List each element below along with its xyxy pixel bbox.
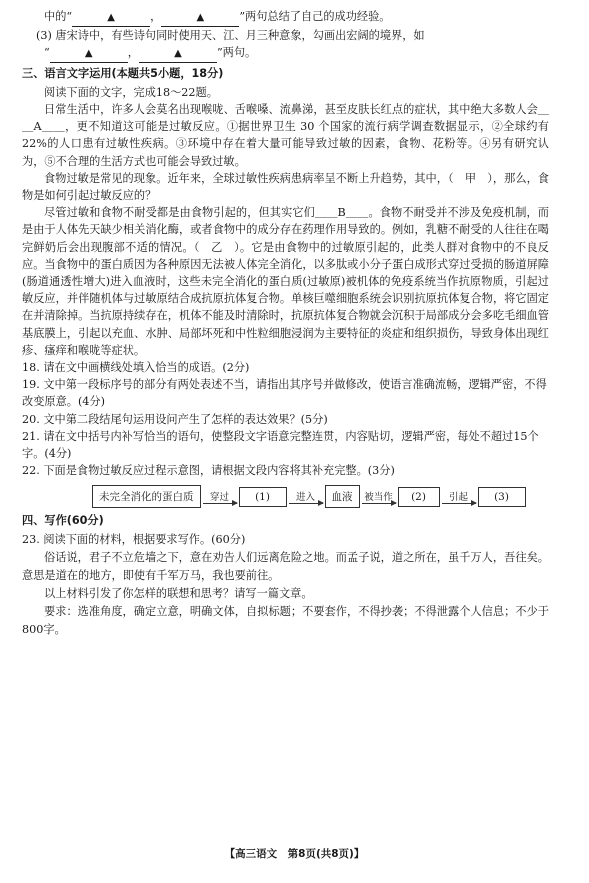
reading-intro: 阅读下面的文字，完成18～22题。 (44, 86, 218, 99)
line1-pre: 中的“ (44, 10, 73, 23)
poem-blank-line-1 (22, 8, 549, 27)
writing-prompt: 以上材料引发了你怎样的联想和思考？请写一篇文章。 (44, 586, 313, 600)
material-text: 俗话说，君子不立危墙之下，意在劝告人们远离危险之地。而孟子说，道之所在，虽千万人，吾往矣。意思是道在的地方，即使有千军万马，我也要前往。 (22, 550, 549, 582)
q3-tail-pre: “ (44, 46, 50, 59)
flow-slot-3[interactable]: (3) (478, 487, 526, 507)
arrow-right-icon (289, 503, 323, 504)
flow-blood-box: 血液 (325, 485, 360, 508)
question-23: 23. 阅读下面的材料，根据要求写作。(60分) (22, 533, 246, 547)
q3-tail-mid: ， (127, 46, 139, 59)
writing-requirements: 要求：选准角度，确定立意，明确文体，自拟标题；不要套作，不得抄袭；不得泄露个人信息；不少于800字。 (22, 604, 549, 636)
writing-question (22, 531, 549, 548)
question-19: 19. 文中第一段标序号的部分有两处表述不当，请指出其序号并做修改，使语言准确流畅，逻辑严密，不得改变原意。(4分) (22, 378, 547, 409)
triangle-icon: ▲ (196, 12, 205, 23)
flow-arrow-label: 穿过 (209, 492, 229, 504)
question-22: 22. 下面是食物过敏反应过程示意图，请根据文段内容将其补充完整。(3分) (22, 464, 395, 478)
section-4-heading: 四、写作(60分) (22, 514, 104, 528)
section-3-heading: 三、语言文字运用(本题共5小题，18分) (22, 67, 224, 80)
flow-slot-1[interactable]: (1) (239, 487, 287, 507)
flow-arrow-4 (442, 489, 476, 504)
triangle-icon: ▲ (107, 12, 115, 23)
line1-mid: ， (150, 10, 162, 23)
reading-passage (22, 101, 549, 359)
q3-tail-post: ”两句。 (216, 46, 257, 59)
triangle-icon: ▲ (84, 48, 93, 59)
question-3-text: (3) 唐宋诗中，有些诗句同时使用天、江、月三种意象，勾画出宏阔的境界，如 (36, 29, 425, 42)
flow-start-box: 未完全消化的蛋白质 (92, 485, 201, 508)
allergy-flowchart (92, 485, 549, 508)
question-18: 18. 请在文中画横线处填入恰当的成语。(2分) (22, 361, 250, 375)
passage-paragraph-2: 食物过敏是常见的现象。近年来，全球过敏性疾病患病率呈不断上升趋势，其中，（ 甲 ），那么，食物是如何引起过敏反应的？ (22, 171, 549, 203)
passage-paragraph-3: 尽管过敏和食物不耐受都是由食物引起的，但其实它们＿＿B＿＿。食物不耐受并不涉及免疫机制，而是由于人体先天缺少相关消化酶，或者食物中的成分存在药理作用导致的。例如，乳糖不耐受的人往往在喝完鲜奶后会出现腹部不适的情况。（ 乙 ）。它是由食物中的过敏原引起的，此类人群对食物中的不良反应。当食物中的蛋白质因为各种原因无法被人体完全消化，以多肽或小分子蛋白成形式穿过受损的肠道屏障(肠道通透性增大)进入血液时，这些未完全消化的蛋白质(过敏原)被机体的免疫系统当作抗原物质，引起过敏反应，并伴随机体与过敏原结合成抗原抗体复合物。单核巨噬细胞系统会识别抗原抗体复合物，将它固定在并清除掉。当抗原持续存在，机体不能及时清除时，抗原抗体复合物就会沉积于局部成分会多吃毛细血管基底膜上，引起以充血、水肿、局部坏死和中性粒细胞浸润为主要特征的炎症和组织损伤，导致身体出现红疹、瘙痒和喉咙等症状。 (22, 206, 549, 357)
flow-arrow-1 (203, 489, 237, 504)
answer-blank[interactable] (139, 44, 217, 63)
flow-arrow-3 (362, 489, 396, 504)
question-20: 20. 文中第二段结尾句运用设问产生了怎样的表达效果？(5分) (22, 412, 328, 426)
flow-arrow-label: 进入 (295, 492, 315, 504)
question-21: 21. 请在文中括号内补写恰当的语句，使整段文字语意完整连贯，内容贴切，逻辑严密，每处不超过15个字。(4分) (22, 429, 539, 461)
flow-arrow-label: 引起 (448, 492, 468, 504)
arrow-right-icon (442, 503, 476, 504)
flow-arrow-2 (289, 489, 323, 504)
line1-post: ”两句总结了自己的成功经验。 (239, 10, 391, 23)
poem-blank-line-2 (22, 44, 549, 63)
writing-material (22, 549, 549, 639)
arrow-right-icon (362, 503, 396, 504)
answer-blank[interactable] (50, 44, 128, 63)
answer-blank[interactable] (72, 8, 150, 27)
arrow-right-icon (203, 503, 237, 504)
flow-arrow-label: 被当作 (364, 492, 393, 504)
passage-paragraph-1: 日常生活中，许多人会莫名出现喉咙、舌喉嗓、流鼻涕，甚至皮肤长红点的症状，其中绝大多数人会＿＿A＿＿，更不知道这可能是过敏反应。①据世界卫生 30 个国家的流行病学调查数据显示，②全球约有22%的人口患有过敏性疾病。③环境中存在着大量可能导致过敏的因素，食物、花粉等。④另有研究认为，⑤不合理的生活方式也可能会导致过敏。 (22, 103, 549, 168)
answer-blank[interactable] (161, 8, 239, 27)
question-list (22, 359, 549, 479)
flow-slot-2[interactable]: (2) (398, 487, 440, 507)
page-footer: 【高三语文 第8页(共8页)】 (224, 848, 365, 860)
triangle-icon: ▲ (174, 48, 182, 59)
